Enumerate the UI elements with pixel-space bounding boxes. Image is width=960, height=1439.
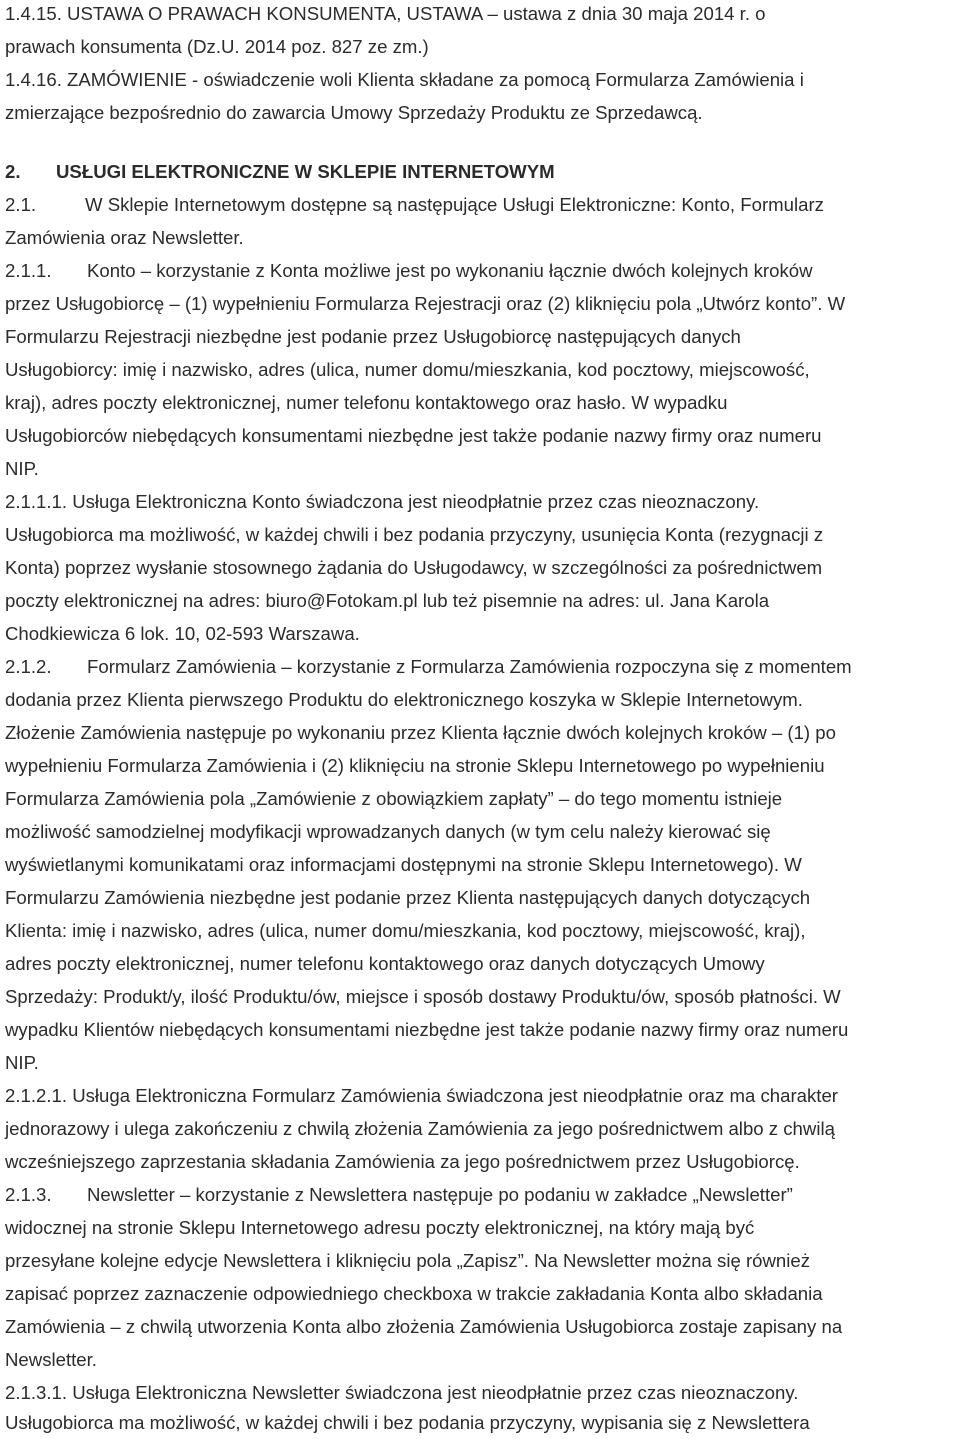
text-line: Usługobiorcy: imię i nazwisko, adres (ulica, numer domu/mieszkania, kod pocztowy, miejscowość, — [5, 359, 810, 380]
text-line: Sprzedaży: Produkt/y, ilość Produktu/ów, miejsce i sposób dostawy Produktu/ów, sposób płatności. W — [5, 986, 841, 1007]
text-line — [5, 1178, 960, 1211]
text-line — [5, 188, 960, 221]
text-line: wyświetlanymi komunikatami oraz informacjami dostępnymi na stronie Sklepu Internetowego). W — [5, 854, 802, 875]
text-line: prawach konsumenta (Dz.U. 2014 poz. 827 ze zm.) — [5, 36, 429, 57]
clause-number: 2.1. — [5, 194, 37, 215]
clause-number: 2.1.2. — [5, 656, 52, 677]
clause-number: 2.1.1. — [5, 260, 52, 281]
text-line: Zamówienia – z chwilą utworzenia Konta albo złożenia Zamówienia Usługobiorca zostaje zapisany na — [5, 1316, 843, 1337]
text-line: zmierzające bezpośrednio do zawarcia Umowy Sprzedaży Produktu ze Sprzedawcą. — [5, 102, 703, 123]
text-line: 1.4.15. USTAWA O PRAWACH KONSUMENTA, USTAWA – ustawa z dnia 30 maja 2014 r. o — [5, 3, 766, 24]
text-line: 2.1.2.1. Usługa Elektroniczna Formularz Zamówienia świadczona jest nieodpłatnie oraz ma charakter — [5, 1085, 838, 1106]
text-line: poczty elektronicznej na adres: biuro@Fotokam.pl lub też pisemnie na adres: ul. Jana Karola — [5, 590, 770, 611]
text-line: jednorazowy i ulega zakończeniu z chwilą złożenia Zamówienia za jego pośrednictwem albo z chwilą — [5, 1118, 835, 1139]
text-line — [5, 650, 960, 683]
text-line: Usługobiorców niebędących konsumentami niezbędne jest także podanie nazwy firmy oraz numeru — [5, 425, 822, 446]
text-line-content: Konto – korzystanie z Konta możliwe jest po wykonaniu łącznie dwóch kolejnych kroków — [87, 260, 813, 281]
text-line: Formularza Zamówienia pola „Zamówienie z obowiązkiem zapłaty” – do tego momentu istnieje — [5, 788, 783, 809]
text-line: widocznej na stronie Sklepu Internetowego adresu poczty elektronicznej, na który mają być — [5, 1217, 755, 1238]
text-line: Formularzu Rejestracji niezbędne jest podanie przez Usługobiorcę następujących danych — [5, 326, 741, 347]
text-line — [5, 254, 960, 287]
text-line-content: W Sklepie Internetowym dostępne są następujące Usługi Elektroniczne: Konto, Formularz — [85, 194, 824, 215]
text-line: 1.4.16. ZAMÓWIENIE - oświadczenie woli Klienta składane za pomocą Formularza Zamówienia i — [5, 69, 804, 90]
text-line: 2.1.1.1. Usługa Elektroniczna Konto świadczona jest nieodpłatnie przez czas nieoznaczony. — [5, 491, 760, 512]
text-line: dodania przez Klienta pierwszego Produktu do elektronicznego koszyka w Sklepie Internetowym. — [5, 689, 803, 710]
section-number: 2. — [5, 161, 21, 182]
text-line: 2.1.3.1. Usługa Elektroniczna Newsletter świadczona jest nieodpłatnie przez czas nieoznaczony. — [5, 1382, 799, 1403]
text-line: Konta) poprzez wysłanie stosownego żądania do Usługodawcy, w szczególności za pośrednictwem — [5, 557, 823, 578]
text-line: Newsletter. — [5, 1349, 97, 1370]
text-line: adres poczty elektronicznej, numer telefonu kontaktowego oraz danych dotyczących Umowy — [5, 953, 765, 974]
text-line: Zamówienia oraz Newsletter. — [5, 227, 244, 248]
text-line: możliwość samodzielnej modyfikacji wprowadzanych danych (w tym celu należy kierować się — [5, 821, 771, 842]
text-line: przez Usługobiorcę – (1) wypełnieniu Formularza Rejestracji oraz (2) kliknięciu pola „Utwórz konto”. W — [5, 293, 846, 314]
text-line: NIP. — [5, 458, 39, 479]
text-line: wypełnieniu Formularza Zamówienia i (2) kliknięciu na stronie Sklepu Internetowego po wypełnieniu — [5, 755, 825, 776]
text-line: Usługobiorca ma możliwość, w każdej chwili i bez podania przyczyny, usunięcia Konta (rezygnacji z — [5, 524, 824, 545]
text-line: wcześniejszego zaprzestania składania Zamówienia za jego pośrednictwem przez Usługobiorcę. — [5, 1151, 800, 1172]
text-line: przesyłane kolejne edycje Newslettera i kliknięciu pola „Zapisz”. Na Newsletter można się również — [5, 1250, 811, 1271]
text-line: Usługobiorca ma możliwość, w każdej chwili i bez podania przyczyny, wypisania się z Newslettera — [5, 1412, 810, 1433]
clause-number: 2.1.3. — [5, 1184, 52, 1205]
text-line: Formularzu Zamówienia niezbędne jest podanie przez Klienta następujących danych dotyczących — [5, 887, 811, 908]
text-line: NIP. — [5, 1052, 39, 1073]
section-title: USŁUGI ELEKTRONICZNE W SKLEPIE INTERNETOWYM — [56, 161, 555, 182]
text-line: zapisać poprzez zaznaczenie odpowiedniego checkboxa w trakcie zakładania Konta albo składania — [5, 1283, 823, 1304]
text-line: Złożenie Zamówienia następuje po wykonaniu przez Klienta łącznie dwóch kolejnych kroków – (1) po — [5, 722, 836, 743]
text-line: wypadku Klientów niebędących konsumentami niezbędne jest także podanie nazwy firmy oraz numeru — [5, 1019, 849, 1040]
text-line-content: Formularz Zamówienia – korzystanie z Formularza Zamówienia rozpoczyna się z momentem — [87, 656, 852, 677]
text-line: kraj), adres poczty elektronicznej, numer telefonu kontaktowego oraz hasło. W wypadku — [5, 392, 728, 413]
text-line: Chodkiewicza 6 lok. 10, 02-593 Warszawa. — [5, 623, 360, 644]
section-heading — [5, 155, 960, 188]
text-line: Klienta: imię i nazwisko, adres (ulica, numer domu/mieszkania, kod pocztowy, miejscowość, kraj), — [5, 920, 806, 941]
text-line-content: Newsletter – korzystanie z Newslettera następuje po podaniu w zakładce „Newsletter” — [87, 1184, 793, 1205]
